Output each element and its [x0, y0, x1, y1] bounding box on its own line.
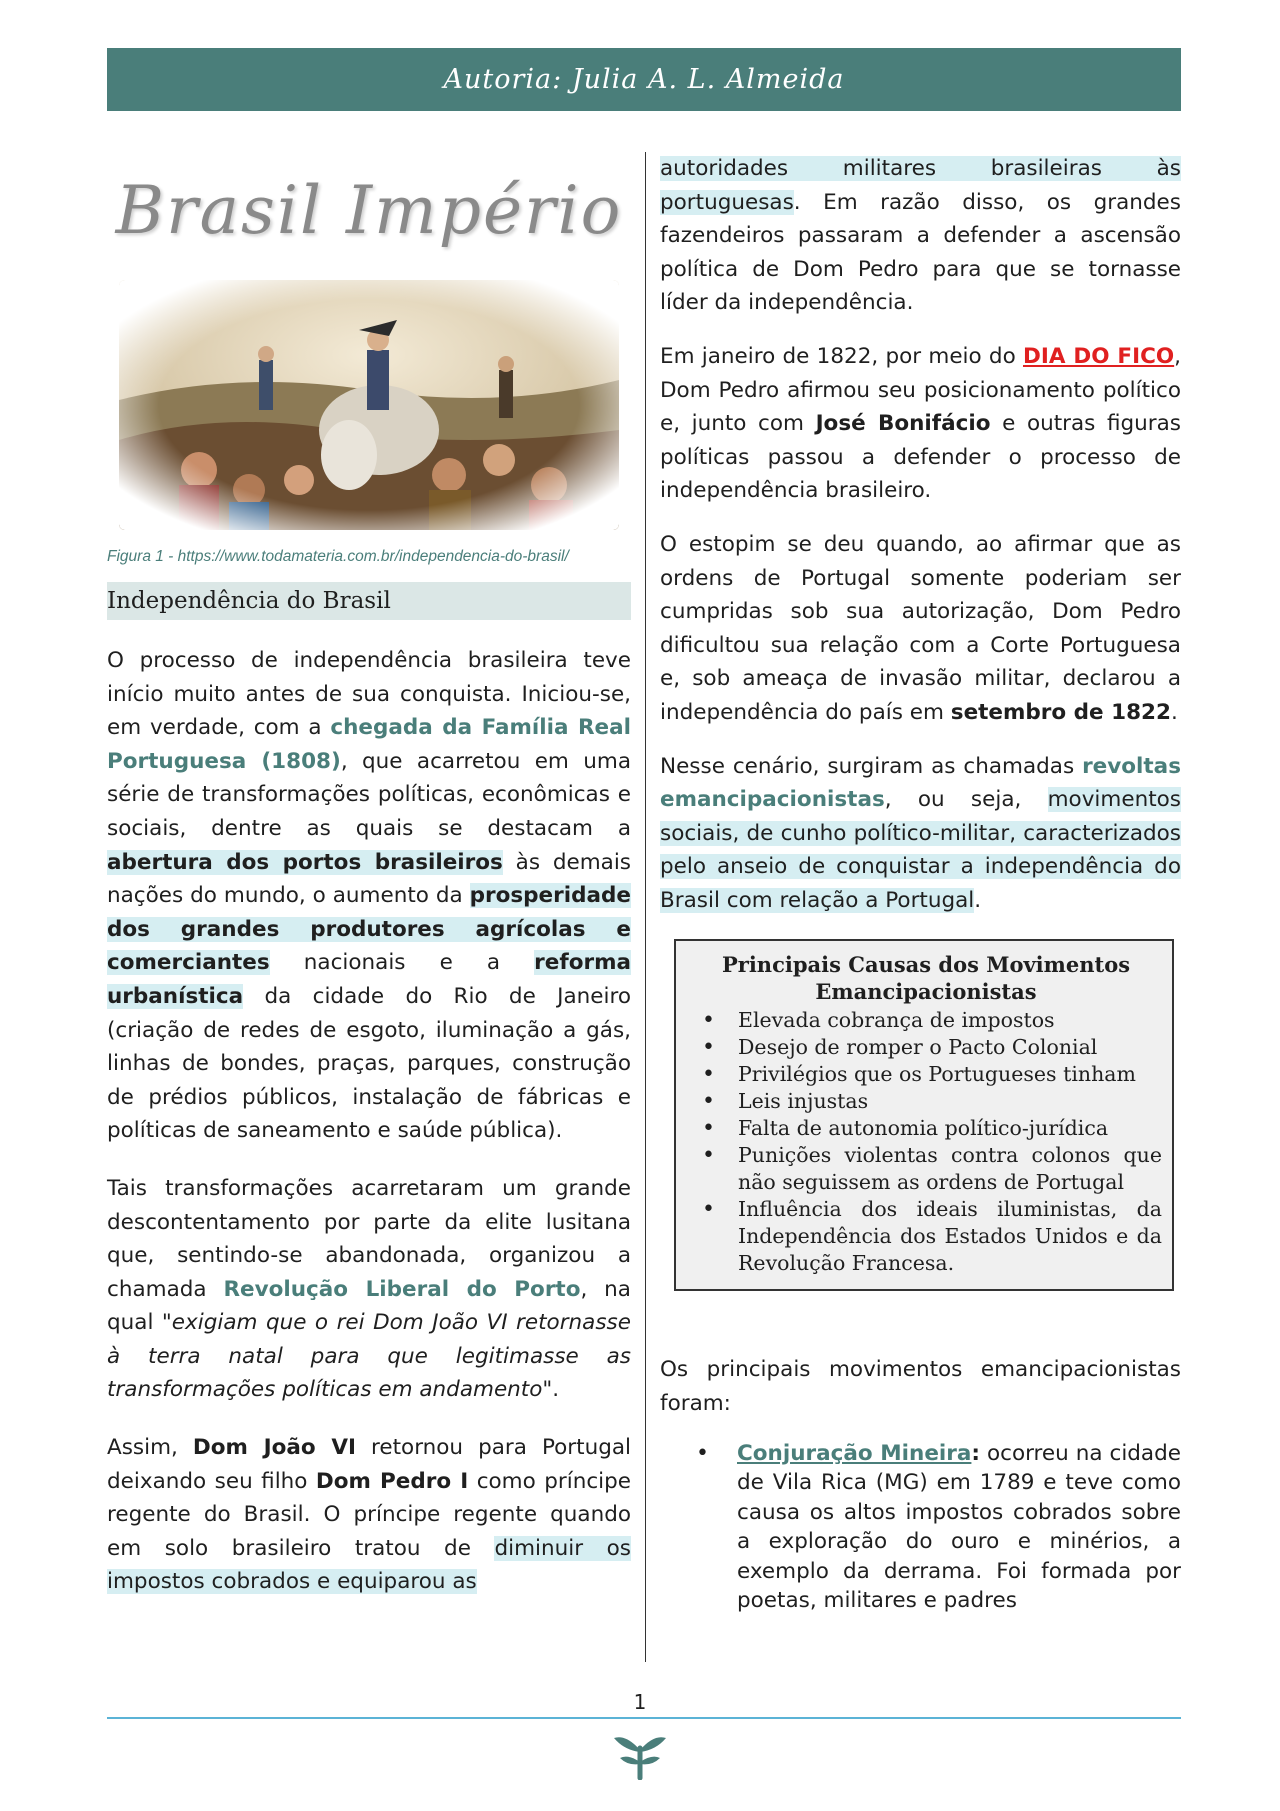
conjuracao-mineira-link[interactable]: Conjuração Mineira: [737, 1440, 972, 1466]
highlight-revolucao-porto: Revolução Liberal do Porto: [223, 1276, 581, 1302]
causes-list: [690, 1007, 1162, 1277]
paragraph-1: O processo de independência brasileira teve início muito antes de sua conquista. Iniciou-se, em verdade, com a chegada da Família Real Portuguesa (1808), que acarretou em uma série de transformações políticas, econômicas e sociais, dentre as quais se destacam a abertura dos portos brasileiros às demais nações do mundo, o aumento da prosperidade dos grandes produtores agrícolas e comerciantes nacionais e a reforma urbanística da cidade do Rio de Janeiro (criação de redes de esgoto, iluminação a gás, linhas de bondes, praças, parques, construção de prédios públicos, instalação de fábricas e políticas de saneamento e saúde pública).: [107, 648, 631, 1144]
column-divider: [645, 152, 646, 1662]
bullet-icon: •: [696, 1440, 709, 1466]
list-item: • Privilégios que os Portugueses tinham: [690, 1061, 1162, 1088]
paragraph-5: Em janeiro de 1822, por meio do DIA DO FICO, Dom Pedro afirmou seu posicionamento político e, junto com José Bonifácio e outras figuras políticas passou a defender o processo de independência brasileiro.: [660, 343, 1181, 504]
list-item: • Influência dos ideais iluministas, da Independência dos Estados Unidos e da Revolução Francesa.: [690, 1196, 1162, 1277]
highlight-reforma-urbanistica: reforma urbanística: [107, 950, 631, 1009]
list-item: • Elevada cobrança de impostos: [690, 1007, 1162, 1034]
author-signature: Autoria: Julia A. L. Almeida: [443, 64, 845, 95]
independence-painting: [119, 280, 619, 530]
title-banner: [107, 150, 631, 270]
right-column: [660, 152, 1181, 1616]
left-column: [107, 150, 631, 1599]
highlight-revoltas: revoltas emancipacionistas: [660, 753, 1181, 813]
highlight-abertura-portos: abertura dos portos brasileiros: [107, 849, 503, 875]
list-item: • Leis injustas: [690, 1088, 1162, 1115]
name-jose-bonifacio: José Bonifácio: [815, 411, 991, 437]
name-dom-pedro: Dom Pedro I: [315, 1468, 469, 1494]
list-item: • Punições violentas contra colonos que não seguissem as ordens de Portugal: [690, 1142, 1162, 1196]
section-heading: Independência do Brasil: [107, 582, 631, 620]
quote-text: exigiam que o rei Dom João VI retornasse à terra natal para que legitimasse as transformações políticas em andamento: [107, 1310, 631, 1403]
highlight-movimentos-sociais: movimentos sociais, de cunho político-militar, caracterizados pelo anseio de conquistar a independência do Brasil com relação a Portugal: [660, 787, 1181, 913]
paragraph-2: Tais transformações acarretaram um grande descontentamento por parte da elite lusitana que, sentindo-se abandonada, organizou a chamada Revolução Liberal do Porto, na qual "exigiam que o rei Dom João VI retornasse à terra natal para que legitimasse as transformações políticas em andamento".: [107, 1175, 631, 1403]
movements-list: [660, 1439, 1181, 1616]
painting-illustration: [119, 280, 619, 530]
paragraph-8: Os principais movimentos emancipacionistas foram:: [660, 1357, 1181, 1417]
paragraph-3: Assim, Dom João VI retornou para Portugal deixando seu filho Dom Pedro I como príncipe regente do Brasil. O príncipe regente quando em solo brasileiro tratou de diminuir os impostos cobrados e equiparou as: [107, 1435, 632, 1595]
dia-do-fico-link[interactable]: DIA DO FICO: [1022, 343, 1175, 369]
page-number: 1: [633, 1690, 647, 1714]
highlight-autoridades: autoridades militares brasileiras às portuguesas: [660, 156, 1181, 215]
list-item: • Conjuração Mineira: ocorreu na cidade de Vila Rica (MG) em 1789 e teve como causa os altos impostos cobrados sobre a exploração do ouro e minérios, a exemplo da derrama. Foi formada por poetas, militares e padres: [696, 1440, 1181, 1614]
footer-line: [107, 1717, 1181, 1719]
leaf-logo-icon: [612, 1728, 668, 1780]
paragraph-4: autoridades militares brasileiras às portuguesas. Em razão disso, os grandes fazendeiros passaram a defender a ascensão política de Dom Pedro para que se tornasse líder da independência.: [660, 156, 1181, 316]
causes-title: Principais Causas dos Movimentos Emancipacionistas: [721, 952, 1131, 1005]
paragraph-7: Nesse cenário, surgiram as chamadas revoltas emancipacionistas, ou seja, movimentos sociais, de cunho político-militar, caracterizados pelo anseio de conquistar a independência do Brasil com relação a Portugal.: [660, 753, 1181, 913]
date-setembro-1822: setembro de 1822: [950, 699, 1171, 725]
causes-box: [674, 939, 1174, 1291]
figure-caption: Figura 1 - https://www.todamateria.com.br/independencia-do-brasil/: [107, 548, 569, 565]
header-bar: [107, 48, 1181, 111]
highlight-prosperidade: prosperidade dos grandes produtores agrícolas e comerciantes: [107, 883, 631, 976]
list-item: • Falta de autonomia político-jurídica: [690, 1115, 1162, 1142]
highlight-impostos: diminuir os impostos cobrados e equiparou as: [107, 1535, 631, 1595]
name-dom-joao: Dom João VI: [192, 1435, 356, 1461]
paragraph-6: O estopim se deu quando, ao afirmar que as ordens de Portugal somente poderiam ser cumpridas sob sua autorização, Dom Pedro dificultou sua relação com a Corte Portuguesa e, sob ameaça de invasão militar, declarou a independência do país em setembro de 1822.: [660, 531, 1181, 725]
highlight-familia-real: chegada da Família Real Portuguesa (1808): [107, 715, 631, 774]
page-title: Brasil Império: [115, 171, 623, 249]
list-item: • Desejo de romper o Pacto Colonial: [690, 1034, 1162, 1061]
